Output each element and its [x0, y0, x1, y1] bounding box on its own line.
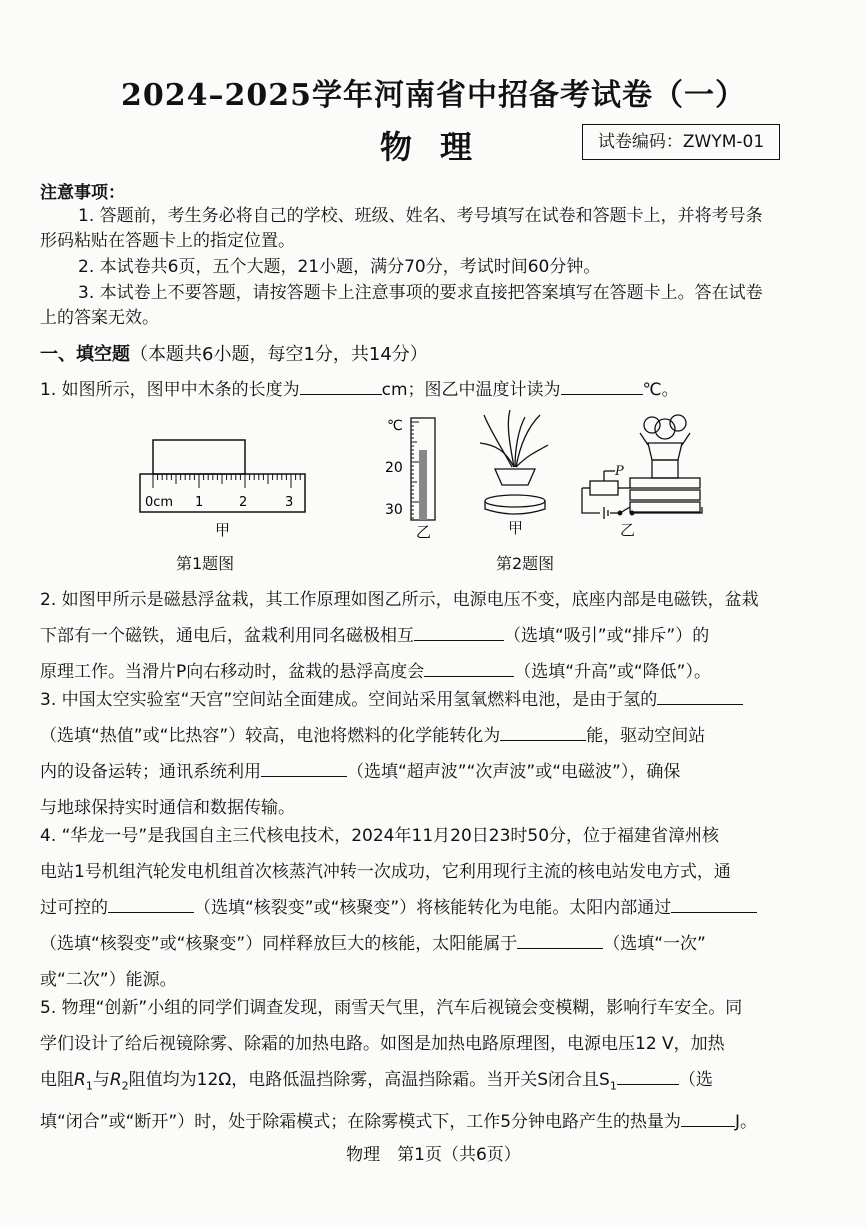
thermo-label-20: 20	[385, 460, 403, 476]
question-4: 4. “华龙一号”是我国自主三代核电技术，2024年11月20日23时50分，位于福建省漳州核 电站1号机组汽轮发电机组首次核蒸汽冲转一次成功，它利用现行主流的核电站发电方式，通 过可控的 （选填“核裂变”或“核聚变”）将核能转化为电能。太阳内部通过 （选填“核裂变”或“核聚变”）同样释放巨大的核能，太阳能属于 （选填“一次” 或“二次”）能源。	[40, 818, 822, 998]
q2-blank-1[interactable]	[414, 620, 504, 641]
figure-2	[470, 405, 730, 545]
maglev-plant-figure	[480, 410, 548, 537]
q3-blank-3[interactable]	[261, 756, 347, 777]
ruler-label-2: 2	[239, 495, 248, 510]
question-3: 3. 中国太空实验室“天宫”空间站全面建成。空间站采用氢氧燃料电池，是由于氢的 （选填“热值”或“比热容”）较高，电池将燃料的化学能转化为 能，驱动空间站 内的设备运转；通讯系统利用 （选填“超声波”“次声波”或“电磁波”），确保 与地球保持实时通信和数据传输。	[40, 682, 822, 826]
fig2-label-yi: 乙	[620, 521, 636, 539]
circuit-figure	[582, 415, 702, 539]
q4-blank-3[interactable]	[517, 928, 603, 949]
slider-label-p: P	[615, 464, 624, 479]
exam-title: 2024–2025学年河南省中招备考试卷（一）	[121, 78, 746, 113]
question-2: 2. 如图甲所示是磁悬浮盆栽，其工作原理如图乙所示，电源电压不变，底座内部是电磁铁，盆栽 下部有一个磁铁，通电后，盆栽利用同名磁极相互 （选填“吸引”或“排斥”）的 原理工作。当滑片P向右移动时，盆栽的悬浮高度会 （选填“升高”或“降低”）。	[40, 590, 759, 682]
q4-blank-1[interactable]	[108, 892, 194, 913]
wood-strip	[153, 440, 245, 474]
thermo-label-30: 30	[385, 502, 403, 518]
rheostat	[590, 481, 618, 495]
thermo-unit: ℃	[387, 418, 403, 434]
q2-blank-2[interactable]	[424, 656, 514, 677]
fig1-caption: 第1题图	[176, 554, 235, 573]
fig2-label-jia: 甲	[508, 519, 524, 537]
paper-code-box: 试卷编码：ZWYM-01	[582, 124, 780, 160]
page-footer: 物理 第1页（共6页）	[346, 1145, 521, 1165]
thermometer-figure	[385, 418, 435, 541]
notice-item-3: 3. 本试卷上不要答题，请按答题卡上注意事项的要求直接把答案填写在答题卡上。答在试卷	[78, 283, 763, 303]
q1-blank-1[interactable]	[300, 374, 382, 395]
q5-blank-2[interactable]	[681, 1106, 735, 1127]
notice-item-1: 1. 答题前，考生务必将自己的学校、班级、姓名、考号填写在试卷和答题卡上，并将考号条	[78, 206, 763, 226]
ruler-label-0: 0cm	[145, 495, 174, 510]
ruler-label-1: 1	[195, 495, 204, 510]
section-1-heading: 一、填空题（本题共6小题，每空1分，共14分）	[40, 344, 428, 365]
notice-item-2: 2. 本试卷共6页，五个大题，21小题，满分70分，考试时间60分钟。	[78, 257, 601, 277]
notice-heading: 注意事项：	[40, 183, 125, 203]
q4-blank-2[interactable]	[671, 892, 757, 913]
ruler-label-3: 3	[285, 495, 294, 510]
notice-item-1-cont: 形码粘贴在答题卡上的指定位置。	[40, 231, 295, 251]
notice-item-3-cont: 上的答案无效。	[40, 308, 159, 328]
question-5: 5. 物理“创新”小组的同学们调查发现，雨雪天气里，汽车后视镜会变模糊，影响行车安全。同 学们设计了给后视镜除雾、除霜的加热电路。如图是加热电路原理图，电源电压12 V，加热 电阻$R_1$与$R_2$阻值均为12Ω，电路低温挡除雾，高温挡除霜。当开关S闭合且$S_1$ （选 填“闭合”或“断开”）时，处于除霜模式；在除雾模式下，工作5分钟电路产生的热量为 J。	[40, 998, 758, 1133]
q3-blank-1[interactable]	[657, 684, 743, 705]
subject-title: 物理	[380, 128, 501, 166]
figure-1	[135, 410, 465, 570]
ruler-figure	[140, 440, 305, 539]
q1-blank-2[interactable]	[561, 374, 643, 395]
fig1-label-yi: 乙	[416, 523, 432, 541]
q3-blank-2[interactable]	[500, 720, 586, 741]
thermo-liquid	[419, 450, 427, 520]
question-1: 1. 如图所示，图甲中木条的长度为 cm；图乙中温度计读为 ℃。	[40, 372, 822, 408]
fig1-label-jia: 甲	[215, 521, 231, 539]
fig2-caption: 第2题图	[496, 554, 555, 573]
q5-blank-1[interactable]	[617, 1064, 679, 1085]
